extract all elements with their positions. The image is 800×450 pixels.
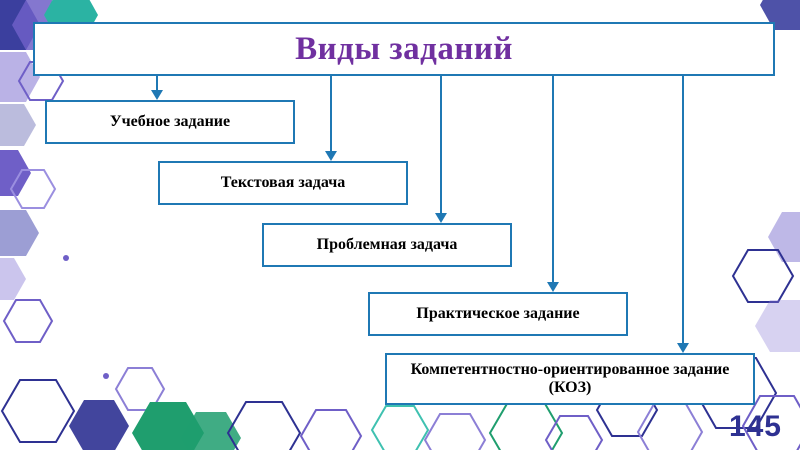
diagram-node-tekstovaya-zadacha[interactable]: Текстовая задача bbox=[158, 161, 408, 205]
connector-arrowhead-4 bbox=[547, 282, 559, 292]
connector-line-1 bbox=[156, 76, 158, 90]
diagram-node-prakticheskoe-zadanie[interactable]: Практическое задание bbox=[368, 292, 628, 336]
connector-line-5 bbox=[682, 76, 684, 343]
connector-arrowhead-1 bbox=[151, 90, 163, 100]
connector-arrowhead-2 bbox=[325, 151, 337, 161]
connector-line-3 bbox=[440, 76, 442, 213]
connector-line-4 bbox=[552, 76, 554, 282]
connector-arrowhead-3 bbox=[435, 213, 447, 223]
connector-line-2 bbox=[330, 76, 332, 151]
diagram-node-kompetentnostno-orientirovannoe-zadanie[interactable]: Компетентностно-ориентированное задание (КОЗ) bbox=[385, 353, 755, 405]
page-number: 145 bbox=[728, 410, 782, 443]
diagram-node-uchebnoe-zadanie[interactable]: Учебное задание bbox=[45, 100, 295, 144]
page-title: Виды заданий bbox=[295, 30, 513, 67]
connector-arrowhead-5 bbox=[677, 343, 689, 353]
diagram-node-problemnaya-zadacha[interactable]: Проблемная задача bbox=[262, 223, 512, 267]
